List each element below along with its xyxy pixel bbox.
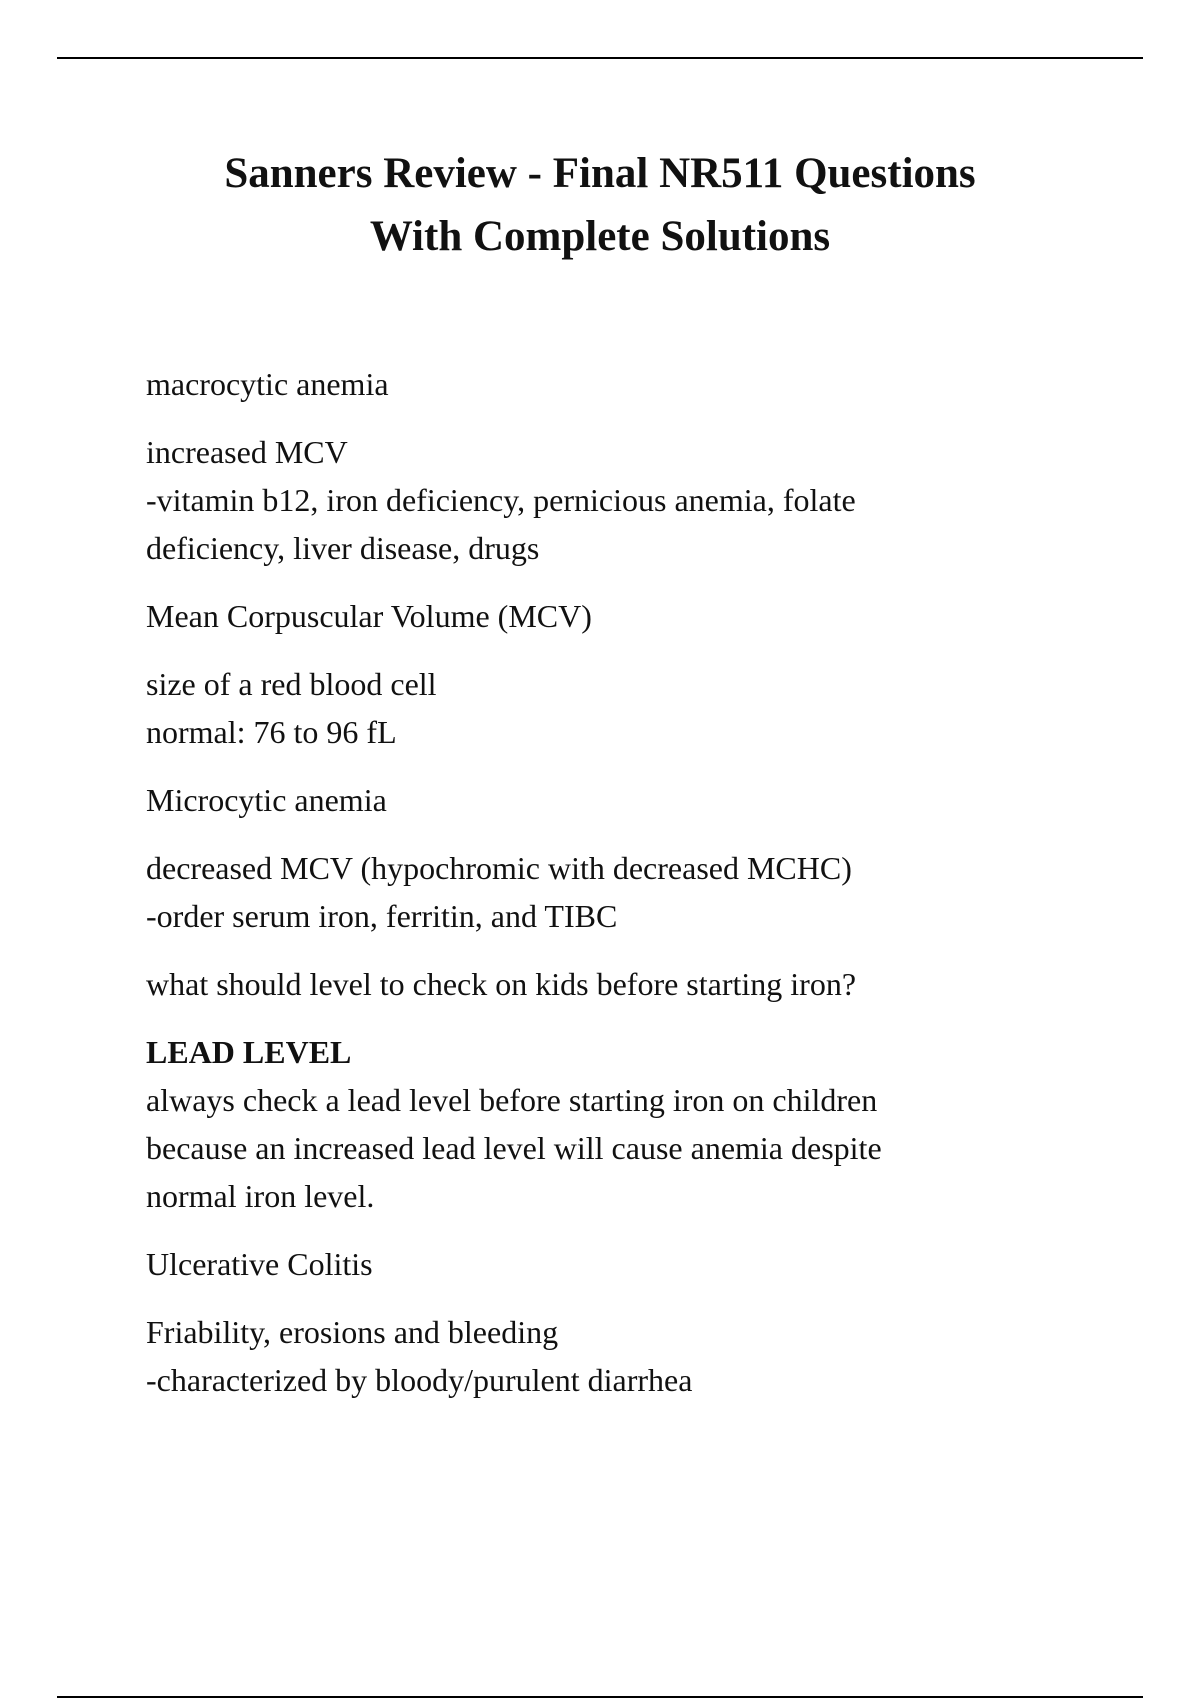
definition-line: increased MCV [146,434,348,470]
definition-line: deficiency, liver disease, drugs [146,530,540,566]
card-definition [146,428,1106,572]
title-line-1: Sanners Review - Final NR511 Questions [224,150,976,197]
card-term [146,776,1106,824]
card-term [146,592,1106,640]
definition-line: -vitamin b12, iron deficiency, pernicious anemia, folate [146,482,856,518]
definition-line: -characterized by bloody/purulent diarrhea [146,1362,693,1398]
definition-line: Friability, erosions and bleeding [146,1314,559,1350]
card-definition [146,1308,1106,1404]
bottom-divider [57,1696,1143,1698]
term-text: Ulcerative Colitis [146,1246,373,1282]
flashcard-list [146,360,1106,1424]
definition-line: size of a red blood cell [146,666,437,702]
definition-line: normal: 76 to 96 fL [146,714,397,750]
term-text: macrocytic anemia [146,366,389,402]
card-definition [146,844,1106,940]
definition-line: -order serum iron, ferritin, and TIBC [146,898,618,934]
card-definition [146,1028,1106,1220]
card-definition [146,660,1106,756]
definition-line: because an increased lead level will cause anemia despite [146,1130,882,1166]
card-term [146,1240,1106,1288]
definition-line: normal iron level. [146,1178,375,1214]
card-term [146,360,1106,408]
card-term [146,960,1106,1008]
page-title [0,142,1200,268]
term-text: Mean Corpuscular Volume (MCV) [146,598,592,634]
term-text: Microcytic anemia [146,782,387,818]
definition-line: always check a lead level before starting iron on children [146,1082,878,1118]
term-text: what should level to check on kids before starting iron? [146,966,857,1002]
top-divider [57,57,1143,59]
definition-heading: LEAD LEVEL [146,1034,352,1070]
title-line-2: With Complete Solutions [369,213,831,260]
definition-line: decreased MCV (hypochromic with decreased MCHC) [146,850,852,886]
